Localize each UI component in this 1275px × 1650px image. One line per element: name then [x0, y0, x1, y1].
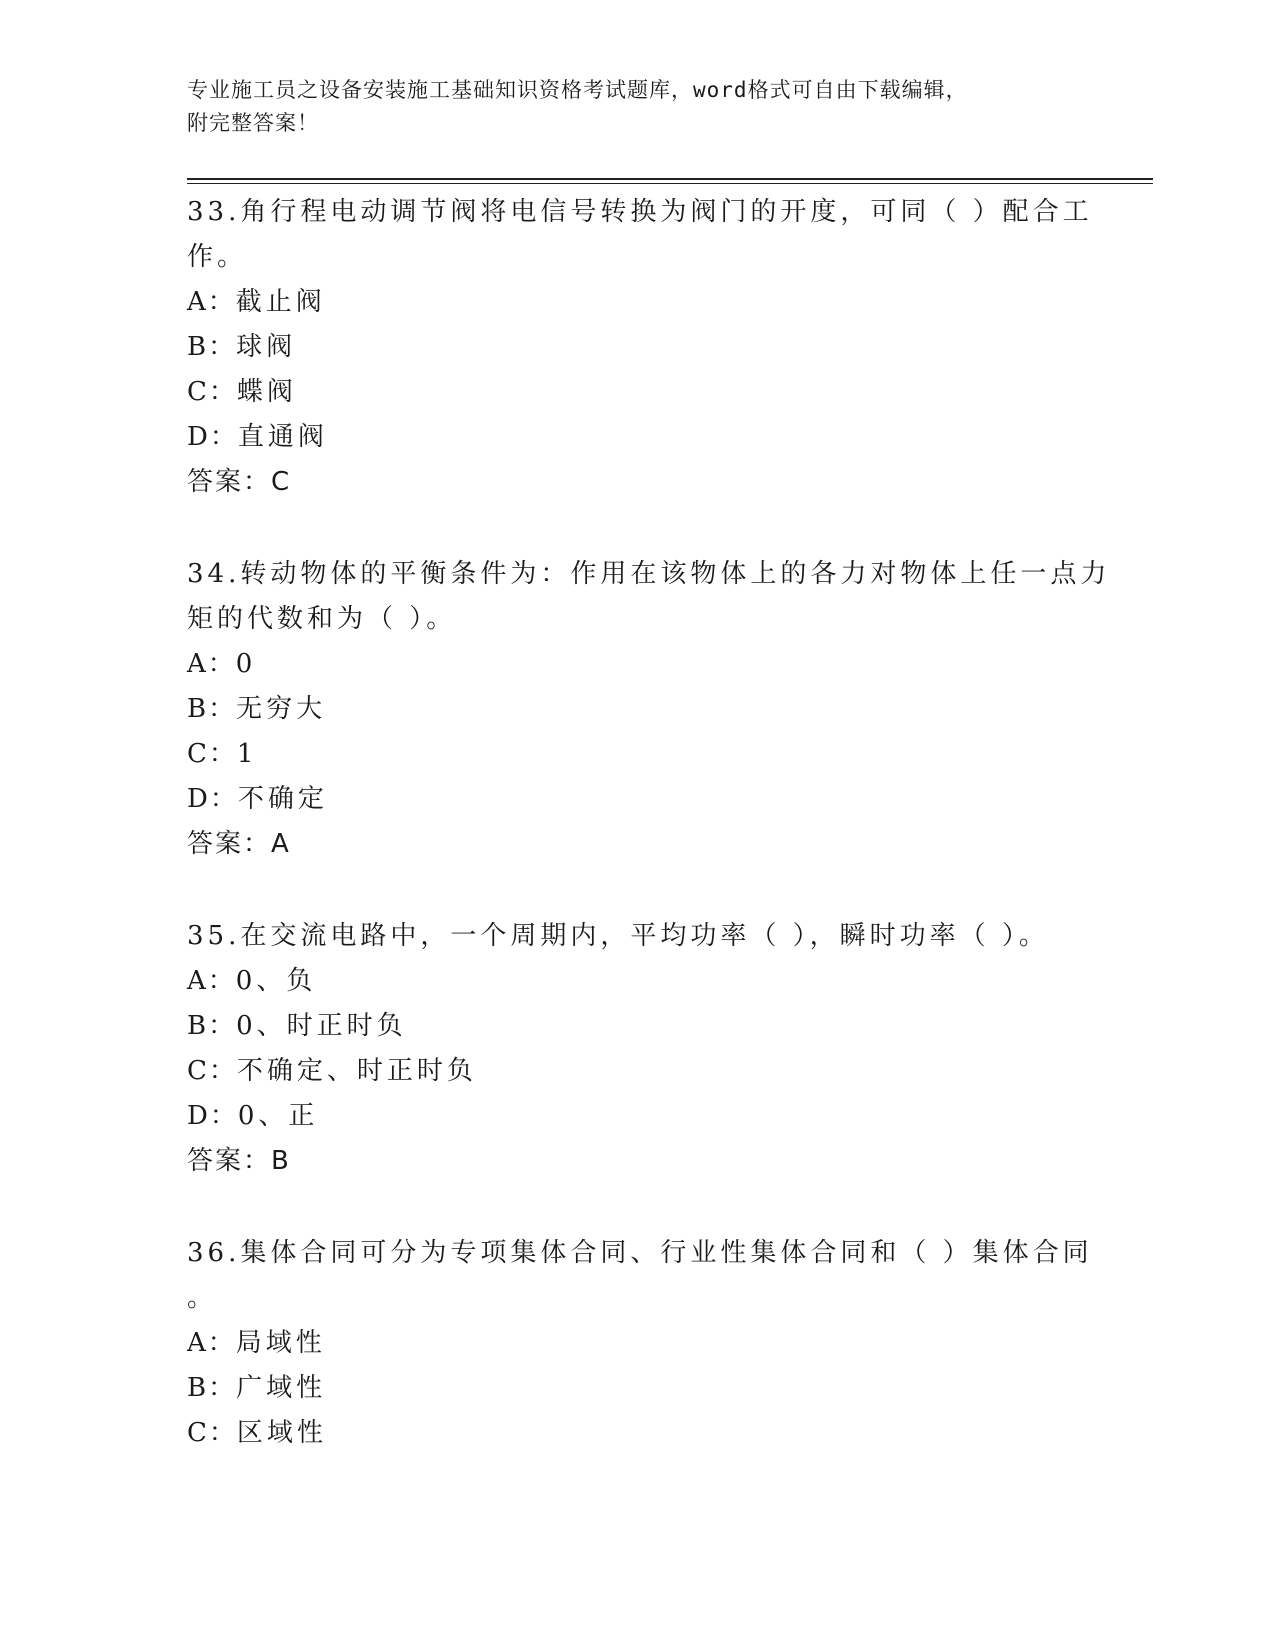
option-key: A： [187, 966, 236, 996]
header-line-1: 专业施工员之设备安装施工基础知识资格考试题库，word格式可自由下载编辑， [187, 78, 968, 102]
question-stem-line: 35.在交流电路中，一个周期内，平均功率（ ），瞬时功率（ ）。 [187, 921, 1049, 951]
option-b [187, 1366, 1087, 1411]
option-key: C： [187, 1056, 237, 1086]
question-35 [187, 914, 1087, 1184]
option-text: 无穷大 [236, 694, 327, 724]
question-stem-line: 36.集体合同可分为专项集体合同、行业性集体合同和（ ）集体合同 [187, 1238, 1093, 1268]
option-text: 不确定、时正时负 [236, 1056, 477, 1086]
option-b [187, 325, 1087, 370]
option-key: B： [187, 694, 237, 724]
option-b [187, 687, 1087, 732]
option-key: C： [187, 739, 237, 769]
answer-line: 答案：A [187, 829, 291, 859]
option-d [187, 415, 1087, 460]
question-34 [187, 552, 1111, 867]
option-d [187, 1094, 1087, 1139]
question-list [187, 190, 1111, 1503]
option-key: D： [187, 422, 238, 452]
option-key: A： [187, 1328, 236, 1358]
answer-line: 答案：B [187, 1146, 291, 1176]
option-text: 0、时正时负 [236, 1011, 407, 1041]
question-stem-line: 矩的代数和为（ ）。 [187, 604, 457, 634]
option-key: D： [187, 784, 238, 814]
option-text: 区域性 [236, 1418, 327, 1448]
option-key: A： [187, 287, 236, 317]
question-stem-line: 34.转动物体的平衡条件为：作用在该物体上的各力对物体上任一点力 [187, 559, 1111, 589]
header-divider-thin [187, 183, 1153, 184]
option-key: B： [187, 1011, 237, 1041]
option-text: 0 [235, 649, 257, 679]
option-a [187, 642, 1087, 687]
question-36 [187, 1231, 1093, 1456]
answer-line: 答案：C [187, 467, 292, 497]
option-a [187, 280, 1087, 325]
question-stem-line: 。 [187, 1283, 218, 1313]
option-text: 直通阀 [237, 422, 328, 452]
option-key: B： [187, 1373, 237, 1403]
document-header [187, 74, 1067, 140]
option-text: 蝶阀 [236, 377, 297, 407]
question-stem-line: 作。 [187, 242, 248, 272]
question-stem [187, 190, 1093, 280]
question-33 [187, 190, 1093, 505]
option-c [187, 1049, 1087, 1094]
option-key: B： [187, 332, 237, 362]
question-stem-line: 33.角行程电动调节阀将电信号转换为阀门的开度，可同（ ）配合工 [187, 197, 1093, 227]
option-text: 截止阀 [235, 287, 326, 317]
option-b [187, 1004, 1087, 1049]
option-text: 局域性 [235, 1328, 326, 1358]
option-key: A： [187, 649, 236, 679]
question-stem [187, 1231, 1093, 1321]
option-a [187, 959, 1087, 1004]
option-key: D： [187, 1101, 238, 1131]
question-stem [187, 914, 1087, 959]
option-text: 不确定 [237, 784, 328, 814]
header-divider-thick [187, 178, 1153, 180]
option-c [187, 1411, 1087, 1456]
option-key: C： [187, 1418, 237, 1448]
option-d [187, 777, 1087, 822]
option-text: 球阀 [236, 332, 297, 362]
option-text: 0、负 [235, 966, 317, 996]
option-text: 1 [236, 739, 258, 769]
option-c [187, 732, 1087, 777]
option-text: 0、正 [237, 1101, 319, 1131]
question-stem [187, 552, 1111, 642]
option-text: 广域性 [236, 1373, 327, 1403]
header-line-2: 附完整答案！ [187, 111, 319, 135]
option-c [187, 370, 1087, 415]
option-key: C： [187, 377, 237, 407]
option-a [187, 1321, 1087, 1366]
